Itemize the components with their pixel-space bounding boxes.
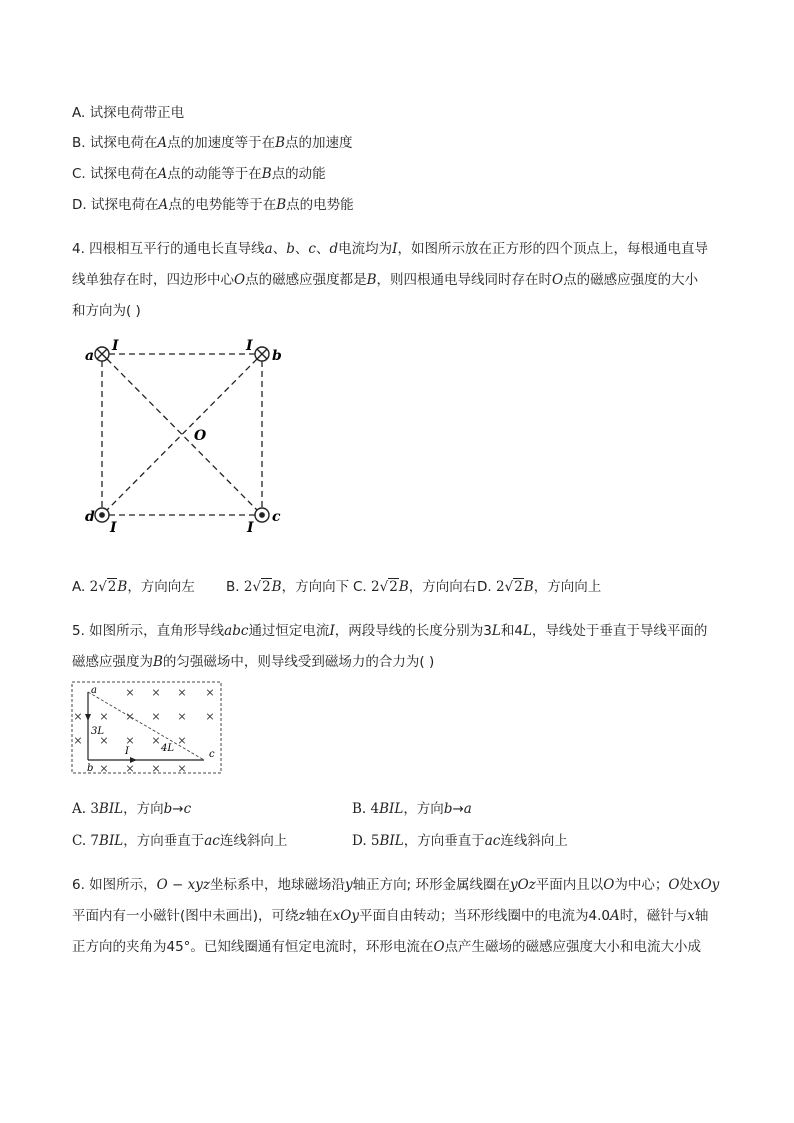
q4-option-b: B. 2√2B，方向向下 [226, 579, 350, 595]
q5-magnetic-field-figure [70, 680, 224, 776]
field-cross-icon: × [73, 710, 83, 723]
field-cross-icon: × [73, 734, 83, 747]
field-cross-icon: × [177, 762, 187, 775]
q4-stem-line2: 线单独存在时，四边形中心O点的磁感应强度都是B，则四根通电导线同时存在时O点的磁感应强度的大小 [72, 272, 699, 288]
q4-stem-line1: 4. 四根相互平行的通电长直导线a、b、c、d电流均为I，如图所示放在正方形的四个顶点上，每根通电直导 [72, 241, 708, 257]
q5-option-b: B. 4BIL，方向b→a [352, 801, 472, 817]
field-cross-icon: × [151, 762, 161, 775]
q5-option-a: A. 3BIL，方向b→c [72, 801, 192, 817]
wire-d-out-of-page-icon [95, 508, 109, 522]
q5-label-4l: 4L [161, 743, 175, 754]
field-cross-icon: × [151, 734, 161, 747]
label-i-b: I [246, 338, 253, 354]
q5-label-a: a [91, 685, 97, 696]
field-cross-icon: × [125, 762, 135, 775]
q5-label-b: b [87, 763, 94, 774]
q5-stem-line2: 磁感应强度为B的匀强磁场中，则导线受到磁场力的合力为( ) [72, 654, 435, 670]
field-cross-icon: × [205, 686, 215, 699]
q4-stem-line3: 和方向为( ) [72, 303, 141, 319]
q4-option-c: C. 2√2B，方向向右 [353, 579, 477, 595]
field-cross-icon: × [151, 710, 161, 723]
field-cross-icon: × [99, 762, 109, 775]
q3-option-a: A. 试探电荷带正电 [72, 105, 185, 121]
q6-stem-line3: 正方向的夹角为45°。已知线圈通有恒定电流时，环形电流在O点产生磁场的磁感应强度大小和电流大小成 [72, 939, 702, 955]
field-cross-icon: × [125, 734, 135, 747]
field-cross-icon: × [205, 710, 215, 723]
q5-option-d: D. 5BIL，方向垂直于ac连线斜向上 [352, 833, 568, 849]
q5-label-c: c [209, 749, 215, 760]
wire-a-into-page-icon [95, 347, 109, 361]
wire-c-out-of-page-icon [255, 508, 269, 522]
q6-stem-line1: 6. 如图所示，O − xyz坐标系中，地球磁场沿y轴正方向; 环形金属线圈在yOz平面内且以O为中心；O处xOy [72, 877, 720, 893]
q4-dashed-lines [102, 354, 262, 515]
q4-option-d: D. 2√2B，方向向上 [477, 579, 602, 595]
q4-option-a: A. 2√2B，方向向左 [72, 579, 195, 595]
field-cross-icon: × [177, 734, 187, 747]
q4-square-figure [80, 332, 290, 537]
label-i-a: I [112, 338, 119, 354]
field-cross-icon: × [177, 686, 187, 699]
q5-stem-line1: 5. 如图所示，直角形导线abc通过恒定电流I，两段导线的长度分别为3L和4L，导线处于垂直于导线平面的 [72, 623, 708, 639]
q6-stem-line2: 平面内有一小磁针(图中未画出)，可绕z轴在xOy平面自由转动；当环形线圈中的电流为4.0A时，磁针与x轴 [72, 908, 709, 924]
label-i-d: I [110, 520, 117, 536]
field-cross-icon: × [151, 686, 161, 699]
line-ac [88, 692, 204, 760]
label-c: c [272, 509, 281, 525]
q3-option-d: D. 试探电荷在A点的电势能等于在B点的电势能 [72, 197, 354, 213]
label-i-c: I [247, 520, 254, 536]
current-arrow-ab-icon [85, 714, 91, 721]
q3-option-c: C. 试探电荷在A点的动能等于在B点的动能 [72, 166, 326, 182]
field-cross-icon: × [99, 734, 109, 747]
field-cross-icon: × [177, 710, 187, 723]
field-cross-icon: × [125, 686, 135, 699]
label-b: b [272, 348, 282, 364]
wire-b-into-page-icon [255, 347, 269, 361]
field-cross-icon: × [125, 710, 135, 723]
q5-label-i: I [125, 746, 129, 757]
q5-option-c: C. 7BIL，方向垂直于ac连线斜向上 [72, 833, 288, 849]
q3-option-b: B. 试探电荷在A点的加速度等于在B点的加速度 [72, 135, 353, 151]
label-d: d [85, 509, 95, 525]
q5-label-3l: 3L [91, 726, 105, 737]
field-cross-icon: × [99, 710, 109, 723]
label-a: a [85, 348, 95, 364]
label-o: O [194, 428, 207, 444]
